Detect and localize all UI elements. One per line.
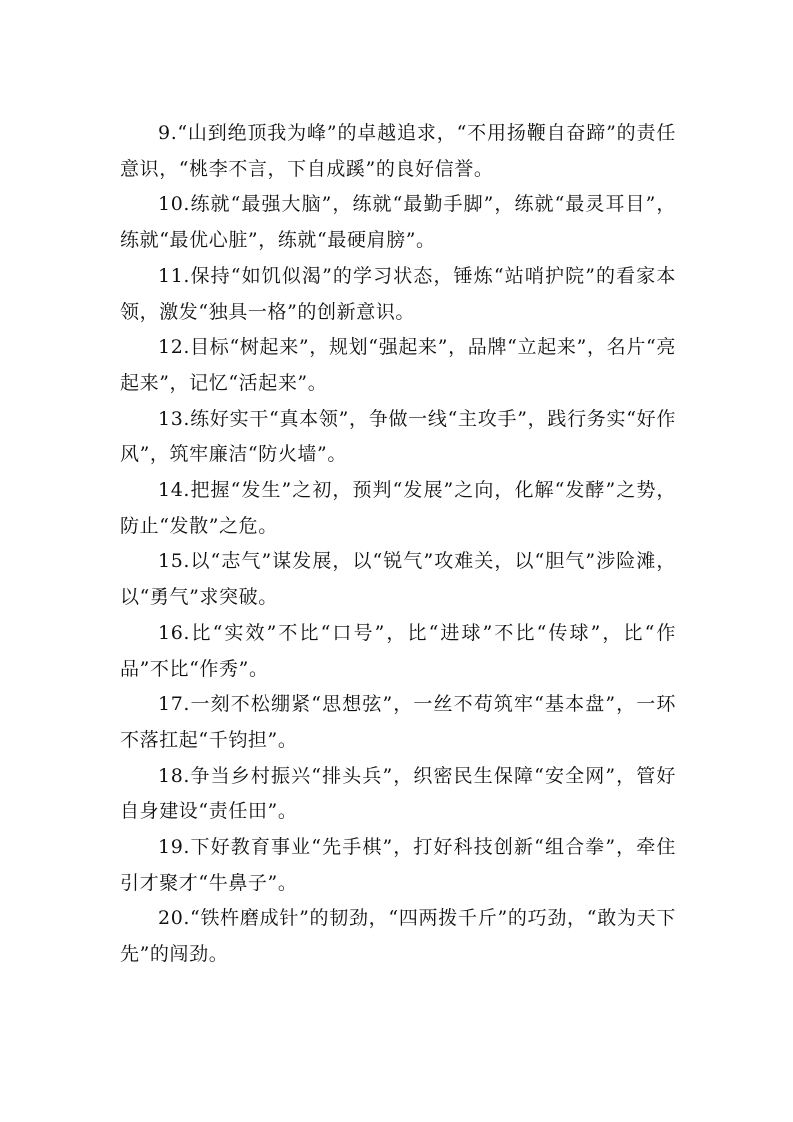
paragraph-9: 9.“山到绝顶我为峰”的卓越追求，“不用扬鞭自奋蹄”的责任意识，“桃李不言，下自成蹊”的良好信誉。 [120, 122, 676, 180]
paragraph-17: 17.一刻不松绷紧“思想弦”，一丝不苟筑牢“基本盘”，一环不落扛起“千钧担”。 [120, 693, 676, 751]
paragraph-15: 15.以“志气”谋发展，以“锐气”攻难关，以“胆气”涉险滩，以“勇气”求突破。 [120, 550, 676, 609]
paragraph-16: 16.比“实效”不比“口号”，比“进球”不比“传球”，比“作品”不比“作秀”。 [120, 621, 676, 680]
paragraph-11: 11.保持“如饥似渴”的学习状态，锤炼“站哨护院”的看家本领，激发“独具一格”的创新意识。 [120, 264, 676, 323]
document-body [120, 116, 676, 973]
paragraph-12: 12.目标“树起来”，规划“强起来”，品牌“立起来”，名片“亮起来”，记忆“活起来”。 [120, 336, 676, 394]
paragraph-13: 13.练好实干“真本领”，争做一线“主攻手”，践行务实“好作风”，筑牢廉洁“防火墙”。 [120, 407, 676, 466]
paragraph-20: 20.“铁杵磨成针”的韧劲，“四两拨千斤”的巧劲，“敢为天下先”的闯劲。 [120, 907, 676, 966]
paragraph-18: 18.争当乡村振兴“排头兵”，织密民生保障“安全网”，管好自身建设“责任田”。 [120, 764, 676, 823]
paragraph-19: 19.下好教育事业“先手棋”，打好科技创新“组合拳”，牵住引才聚才“牛鼻子”。 [120, 836, 676, 894]
paragraph-10: 10.练就“最强大脑”，练就“最勤手脚”，练就“最灵耳目”，练就“最优心脏”，练就“最硬肩膀”。 [120, 193, 676, 252]
paragraph-14: 14.把握“发生”之初，预判“发展”之向，化解“发酵”之势，防止“发散”之危。 [120, 479, 676, 537]
